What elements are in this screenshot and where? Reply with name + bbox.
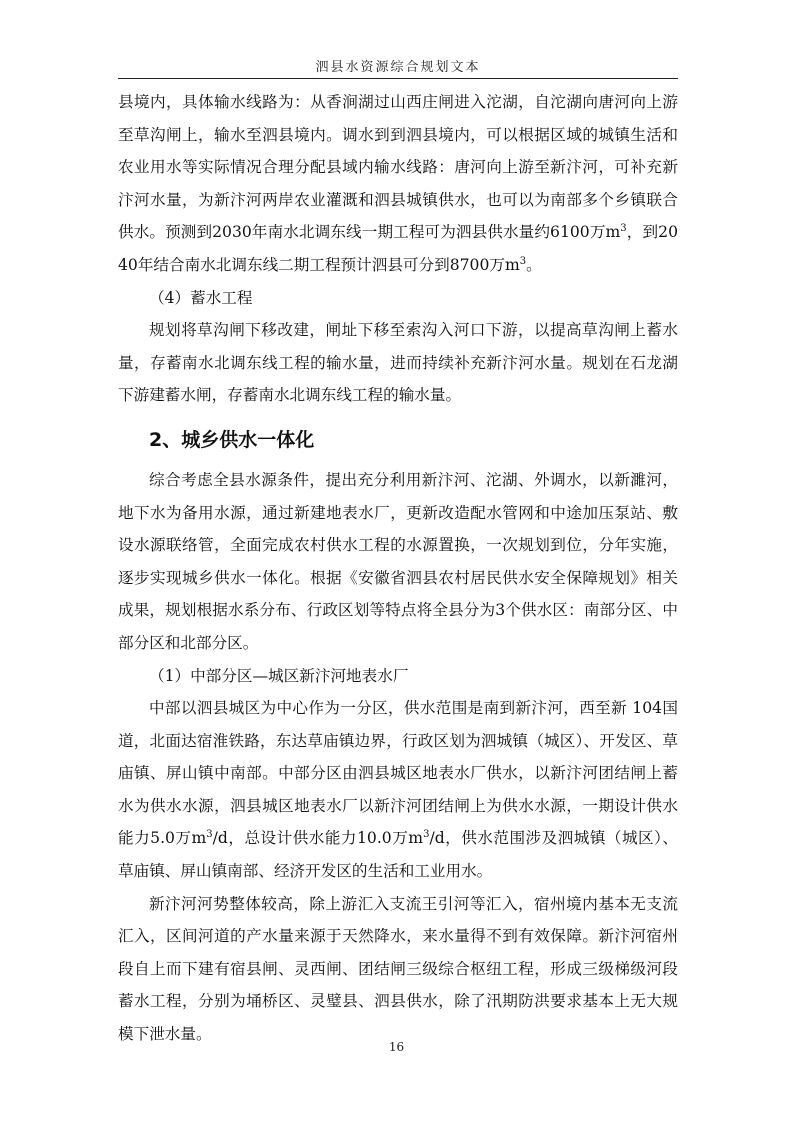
page-number: 16 xyxy=(388,1040,405,1054)
paragraph-central-zone: 中部以泗县城区为中心作为一分区，供水范围是南到新汴河，西至新 104国道，北面达宿淮铁路，东达草庙镇边界，行政区划为泗城镇（城区）、开发区、草庙镇、屏山镇中南部。中部分区由泗县城区地表水厂供水，以新汴河团结闸上蓄水为供水水源，泗县城区地表水厂以新汴河团结闸上为供水水源，一期设计供水能力5.0万$m^3/d$，总设计供水能力10.0万$m^3/d$，供水范围涉及泗城镇（城区）、草庙镇、屏山镇南部、经济开发区的生活和工业用水。 xyxy=(118,699,678,881)
paragraph-supply-overview: 综合考虑全县水源条件，提出充分利用新汴河、沱湖、外调水，以新濉河，地下水为备用水源，通过新建地表水厂，更新改造配水管网和中途加压泵站、敷设水源联络管，全面完成农村供水工程的水源置换，一次规划到位，分年实施，逐步实现城乡供水一体化。根据《安徽省泗县农村居民供水安全保障规划》相关成果，规划根据水系分布、行政区划等特点将全县分为3个供水区：南部分区、中部分区和北部分区。 xyxy=(118,470,678,652)
page-header: 泗县水资源综合规划文本 xyxy=(315,60,481,75)
header-divider xyxy=(118,78,678,79)
paragraph-xinbian-river: 新汴河河势整体较高，除上游汇入支流王引河等汇入，宿州境内基本无支流汇入，区间河道的产水量来源于天然降水，来水量得不到有效保障。新汴河宿州段自上而下建有宿县闸、灵西闸、团结闸三级综合枢纽工程，形成三级梯级河段蓄水工程，分别为埇桥区、灵璧县、泗县供水，除了汛期防洪要求基本上无大规模下泄水量。 xyxy=(118,894,678,1044)
subheading-central-zone: （1）中部分区—城区新汴河地表水厂 xyxy=(149,666,409,685)
paragraph-transfer-route: 县境内，具体输水线路为：从香涧湖过山西庄闸进入沱湖，自沱湖向唐河向上游至草沟闸上，输水至泗县境内。调水到到泗县境内，可以根据区域的城镇生活和农业用水等实际情况合理分配县域内输水线路：唐河向上游至新汴河，可补充新汴河水量，为新汴河两岸农业灌溉和泗县城镇供水，也可以为南部多个乡镇联合供水。预测到2030年南水北调东线一期工程可为泗县供水量约6100万$m^3$，到2040年结合南水北调东线二期工程预计泗县可分到8700万$m^3$。 xyxy=(118,93,678,274)
paragraph-storage-project: 规划将草沟闸下移改建，闸址下移至索沟入河口下游，以提高草沟闸上蓄水量，存蓄南水北调东线工程的输水量，进而持续补充新汴河水量。规划在石龙湖下游建蓄水闸，存蓄南水北调东线工程的输水量。 xyxy=(118,321,678,405)
section-heading-urban-rural-supply: 2、城乡供水一体化 xyxy=(149,428,315,451)
document-body xyxy=(118,86,678,1051)
subheading-storage-project: （4）蓄水工程 xyxy=(149,288,253,307)
